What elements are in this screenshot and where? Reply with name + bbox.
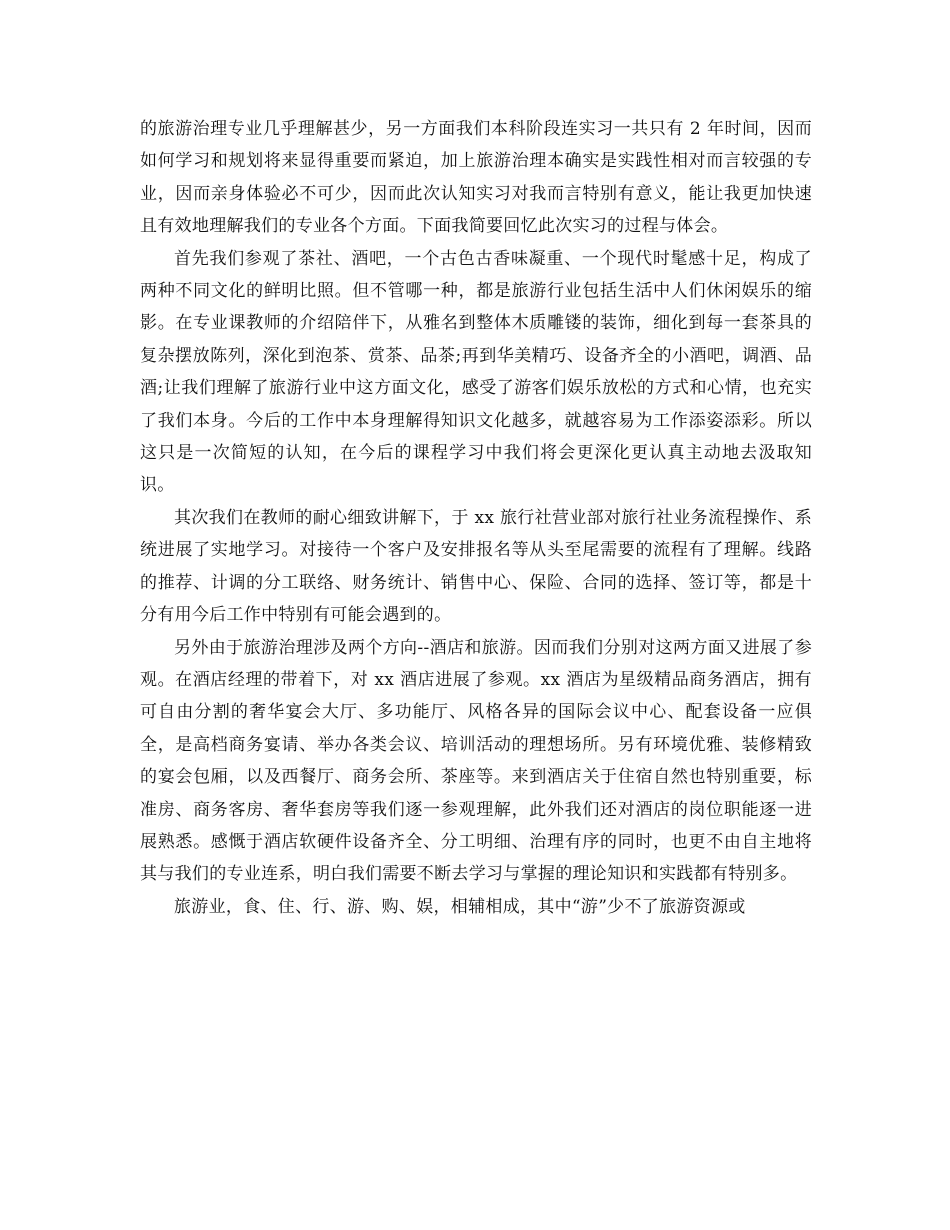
document-body xyxy=(140,113,812,923)
paragraph: 另外由于旅游治理涉及两个方向--酒店和旅游。因而我们分别对这两方面又进展了参观。在酒店经理的带着下，对 xx 酒店进展了参观。xx 酒店为星级精品商务酒店，拥有可自由分割的奢华宴会大厅、多功能厅、风格各异的国际会议中心、配套设备一应俱全，是高档商务宴请、举办各类会议、培训活动的理想场所。另有环境优雅、装修精致的宴会包厢，以及西餐厅、商务会所、茶座等。来到酒店关于住宿自然也特别重要，标准房、商务客房、奢华套房等我们逐一参观理解，此外我们还对酒店的岗位职能逐一进展熟悉。感慨于酒店软硬件设备齐全、分工明细、治理有序的同时，也更不由自主地将其与我们的专业连系，明白我们需要不断去学习与掌握的理论知识和实践都有特别多。 xyxy=(140,637,812,885)
paragraph: 首先我们参观了茶社、酒吧，一个古色古香味凝重、一个现代时髦感十足，构成了两种不同文化的鲜明比照。但不管哪一种，都是旅游行业包括生活中人们休闲娱乐的缩影。在专业课教师的介绍陪伴下，从雅名到整体木质雕镂的装饰，细化到每一套茶具的复杂摆放陈列，深化到泡茶、赏茶、品茶;再到华美精巧、设备齐全的小酒吧，调酒、品酒;让我们理解了旅游行业中这方面文化，感受了游客们娱乐放松的方式和心情，也充实了我们本身。今后的工作中本身理解得知识文化越多，就越容易为工作添姿添彩。所以这只是一次简短的认知，在今后的课程学习中我们将会更深化更认真主动地去汲取知识。 xyxy=(140,248,812,496)
paragraph: 其次我们在教师的耐心细致讲解下，于 xx 旅行社营业部对旅行社业务流程操作、系统进展了实地学习。对接待一个客户及安排报名等从头至尾需要的流程有了理解。线路的推荐、计调的分工联络、财务统计、销售中心、保险、合同的选择、签订等，都是十分有用今后工作中特别有可能会遇到的。 xyxy=(140,507,812,626)
paragraph: 旅游业，食、住、行、游、购、娱，相辅相成，其中“游”少不了旅游资源或 xyxy=(174,896,746,917)
paragraph: 的旅游治理专业几乎理解甚少，另一方面我们本科阶段连实习一共只有 2 年时间，因而如何学习和规划将来显得重要而紧迫，加上旅游治理本确实是实践性相对而言较强的专业，因而亲身体验必不可少，因而此次认知实习对我而言特别有意义，能让我更加快速且有效地理解我们的专业各个方面。下面我简要回忆此次实习的过程与体会。 xyxy=(140,119,812,237)
